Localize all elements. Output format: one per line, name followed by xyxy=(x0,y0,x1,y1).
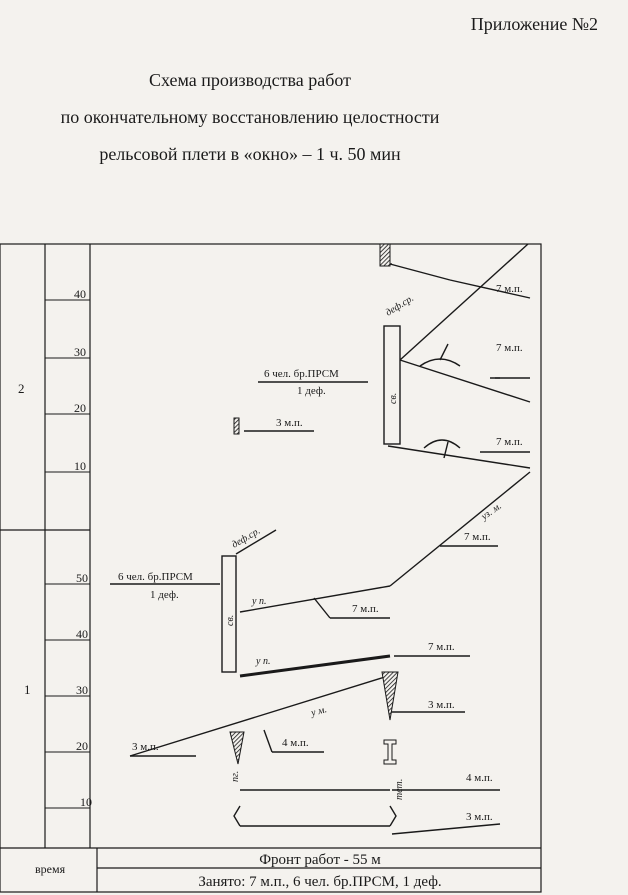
hatch-anchor xyxy=(380,244,390,266)
label-7mp: 7 м.п. xyxy=(496,342,523,354)
label-crew: 6 чел. бр.ПРСМ xyxy=(264,368,339,380)
appendix-label: Приложение №2 xyxy=(470,14,598,34)
handwritten-up: у п. xyxy=(252,596,267,607)
label-7mp: 7 м.п. xyxy=(496,283,523,295)
tick-label: 30 xyxy=(76,683,88,697)
label-7mp: 7 м.п. xyxy=(464,531,491,543)
label-7mp: 7 м.п. xyxy=(496,436,523,448)
hour-label: 2 xyxy=(18,381,25,396)
leader-line xyxy=(392,824,500,834)
label-4mp: 4 м.п. xyxy=(282,737,309,749)
handwritten-tet: тет. xyxy=(394,778,405,800)
end-cap xyxy=(234,806,240,826)
work-line xyxy=(390,264,450,280)
footer-occupied: Занято: 7 м.п., 6 чел. бр.ПРСМ, 1 деф. xyxy=(198,874,442,890)
rail-stand xyxy=(384,740,396,764)
tick-label: 20 xyxy=(74,401,86,415)
wedge-marker xyxy=(382,672,398,720)
work-line xyxy=(314,598,330,618)
work-line xyxy=(390,472,530,586)
label-7mp: 7 м.п. xyxy=(352,603,379,615)
tick-label: 10 xyxy=(74,459,86,473)
footer-time-label: время xyxy=(35,862,66,876)
end-cap xyxy=(390,806,396,826)
tick-label: 40 xyxy=(76,627,88,641)
label-3mp: 3 м.п. xyxy=(428,699,455,711)
welding-block xyxy=(384,326,400,444)
handwritten-um: у м. xyxy=(309,704,329,719)
tick-label: 40 xyxy=(74,287,86,301)
handwritten-defsr: деф.ср. xyxy=(383,292,416,319)
arrow-line xyxy=(440,344,448,360)
handwritten-defsr: деф.ср. xyxy=(230,525,263,551)
label-def: 1 деф. xyxy=(150,589,179,601)
work-line xyxy=(400,360,530,402)
handwritten-sv: св. xyxy=(225,614,236,626)
welding-block xyxy=(222,556,236,672)
label-7mp: 7 м.п. xyxy=(428,641,455,653)
tick-label: 20 xyxy=(76,739,88,753)
label-def: 1 деф. xyxy=(297,385,326,397)
label-3mp: 3 м.п. xyxy=(466,811,493,823)
handwritten-up: у п. xyxy=(256,656,271,667)
title-line-1: Схема производства работ xyxy=(148,70,352,90)
work-line xyxy=(388,446,530,468)
tick-label: 10 xyxy=(80,795,92,809)
handwritten-sv: св. xyxy=(388,392,399,404)
hour-label: 1 xyxy=(24,682,31,697)
tick-label: 50 xyxy=(76,571,88,585)
label-3mp: 3 м.п. xyxy=(132,741,159,753)
handwritten-pg: пг. xyxy=(230,770,241,782)
footer-front: Фронт работ - 55 м xyxy=(259,852,381,868)
arc-mark xyxy=(420,359,460,366)
title-line-3: рельсовой плети в «окно» – 1 ч. 50 мин xyxy=(99,144,401,164)
wedge-marker xyxy=(230,732,244,764)
label-crew: 6 чел. бр.ПРСМ xyxy=(118,571,193,583)
label-4mp: 4 м.п. xyxy=(466,772,493,784)
arc-mark xyxy=(424,440,460,448)
title-line-2: по окончательному восстановлению целостности xyxy=(60,107,440,127)
hatch-marker xyxy=(234,418,239,434)
handwritten-us: уз. м. xyxy=(479,500,504,523)
work-line xyxy=(130,676,388,756)
tick-label: 30 xyxy=(74,345,86,359)
leader-line xyxy=(264,730,272,752)
label-3mp: 3 м.п. xyxy=(276,417,303,429)
